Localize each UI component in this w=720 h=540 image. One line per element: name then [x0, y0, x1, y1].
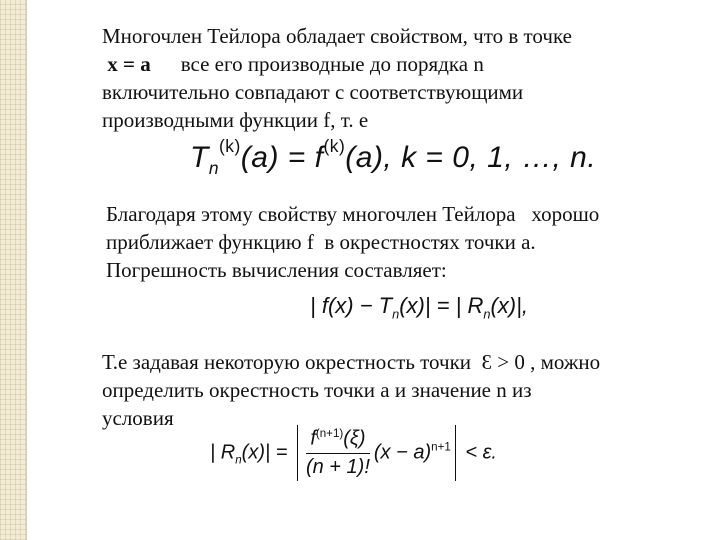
remainder-fraction: $\frac{f^{(n+1)}(\xi)}{(n + 1)!}$ — [305, 427, 370, 478]
taylor-property-paragraph — [102, 22, 572, 134]
text-line: определить окрестность точки a и значение n из — [102, 378, 532, 402]
derivative-equality-formula: $T_n^{(k)}(a) = f^{(k)}(a)$, k = 0, 1, …, n. — [190, 136, 597, 178]
point-expression: x = a — [107, 52, 151, 76]
text-line: условия — [102, 406, 174, 430]
remainder-bound-formula: | $R_n(x)|$ = $\frac{f^{(n+1)}(\xi)}{(n + 1)!}$ $(x - a)^{n+1} < \varepsilon$. — [210, 425, 497, 483]
text-line: все его производные до порядка n — [180, 52, 484, 76]
approximation-paragraph — [106, 200, 599, 284]
text-line: производными функции f, т. е — [102, 108, 369, 132]
text-line: Многочлен Тейлора обладает свойством, что в точке — [102, 24, 572, 48]
error-formula: | $f(x) - T_n(x)|$ = | $R_n(x)|$, — [310, 293, 528, 322]
text-line: приближает функцию f в окрестностях точки a. — [106, 230, 536, 254]
text-line: Т.е задавая некоторую окрестность точки Ɛ > 0 , можно — [102, 350, 601, 374]
text-line: включительно совпадают с соответствующими — [102, 80, 524, 104]
decorative-left-strip — [0, 0, 27, 540]
epsilon-condition-paragraph — [102, 348, 600, 432]
text-line: Погрешность вычисления составляет: — [106, 258, 447, 282]
text-line: Благодаря этому свойству многочлен Тейлора хорошо — [106, 202, 600, 226]
